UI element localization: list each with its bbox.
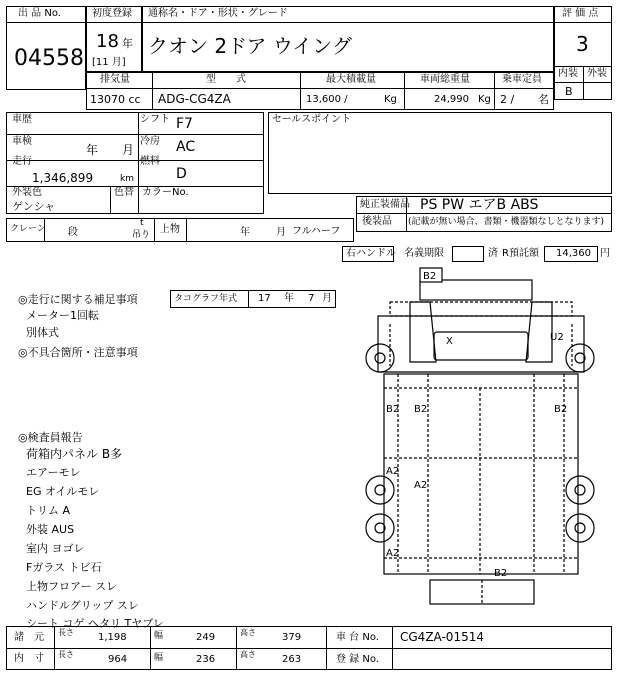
mileage-value: 1,346,899 — [32, 171, 94, 185]
dims-height: 379 — [282, 632, 302, 643]
inner-dims-label: 内 寸 — [14, 653, 44, 664]
supp-line-2: 別体式 — [26, 326, 59, 339]
body-year-unit: 年 — [240, 227, 250, 238]
inspector-line-9: ハンドルグリップ スレ — [26, 599, 139, 612]
gross-weight-label: 車両総重量 — [420, 74, 470, 85]
fuel-value: D — [176, 166, 187, 182]
aftermarket-label: 後装品 — [362, 216, 392, 227]
chassis-number: CG4ZA-01514 — [400, 630, 484, 644]
inspector-line-3: EG オイルモレ — [26, 485, 100, 498]
body-month-unit: 月 — [276, 227, 286, 238]
recycle-label: 済 — [488, 248, 498, 259]
shift-label: シフト — [140, 114, 170, 125]
lot-label: 出 品 No. — [18, 8, 61, 19]
inspector-line-6: 室内 ヨゴレ — [26, 542, 85, 555]
inspector-line-7: Fガラス トビ石 — [26, 561, 102, 574]
damage-diagram — [350, 262, 612, 622]
history-label: 車歴 — [12, 114, 32, 125]
name-label: 通称名・ドア・形状・グレード — [148, 8, 288, 19]
tacho-month: 7 — [308, 293, 315, 304]
defect-title: ◎不具合箇所・注意事項 — [18, 346, 138, 359]
inspector-title: ◎検査員報告 — [18, 431, 83, 444]
title-box — [452, 246, 484, 262]
capacity-label: 乗車定員 — [502, 74, 542, 85]
crane-ton-unit: 吊り — [132, 230, 151, 240]
length-label: 長さ — [58, 628, 74, 637]
supp-title: ◎走行に関する補足事項 — [18, 293, 138, 306]
tacho-year: 17 — [258, 293, 271, 304]
std-equipment-value: PS PW エアB ABS — [420, 197, 539, 213]
mark-right-front: B2 — [554, 404, 568, 415]
chassis-label: 車 台 No. — [336, 632, 379, 643]
crane-stage-unit: 段 — [68, 227, 78, 238]
mark-left-rear: A2 — [386, 548, 400, 559]
interior-grade-label: 内装 — [558, 68, 578, 79]
tacho-year-unit: 年 — [284, 293, 294, 304]
reg-label: 登 録 No. — [336, 654, 379, 665]
recycle-fee-unit: 円 — [600, 248, 610, 259]
color-value: ゲンシャ — [12, 200, 56, 213]
mark-left-front: B2 — [386, 404, 400, 415]
inspection-label: 車検 — [12, 136, 32, 147]
aftermarket-note: (記載が無い場合、書類・機器類なしとなります) — [408, 217, 605, 227]
shift-value: F7 — [176, 116, 193, 132]
mark-left-front-inner: B2 — [414, 404, 428, 415]
model-label: 型 式 — [206, 74, 246, 85]
body-type: フルハーフ — [292, 226, 341, 237]
color-label: 外装色 — [12, 187, 42, 198]
max-load-unit: Kg — [384, 94, 397, 105]
inspector-line-5: 外装 AUS — [26, 523, 75, 536]
title-label: 名義期限 — [404, 248, 444, 259]
mark-windshield: X — [446, 336, 453, 347]
model-value: ADG-CG4ZA — [158, 92, 231, 106]
steering-value: 右ハンドル — [346, 248, 396, 259]
lot-number: 04558 — [14, 46, 84, 71]
recycle-fee-value: 14,360 — [556, 248, 591, 259]
crane-ton: t — [140, 218, 144, 228]
inner-height: 263 — [282, 654, 302, 665]
supp-line-1: メーター1回転 — [26, 309, 99, 322]
grade-label: 評 価 点 — [562, 8, 599, 19]
width-label: 幅 — [154, 631, 164, 641]
first-reg-label: 初度登録 — [92, 8, 132, 19]
capacity-unit: 名 — [538, 93, 549, 106]
recycle-fee-label: R預託額 — [502, 248, 539, 259]
mark-left-mid: A2 — [386, 466, 400, 477]
inspection-year-unit: 年 — [86, 143, 99, 157]
first-reg-month: [11 月] — [92, 57, 126, 68]
ac-value: AC — [176, 139, 196, 155]
ac-label: 冷房 — [140, 136, 160, 147]
inspector-line-2: エアーモレ — [26, 466, 81, 479]
mileage-unit: km — [120, 174, 134, 184]
dims-length: 1,198 — [98, 632, 127, 643]
grade-value: 3 — [576, 32, 589, 56]
inspection-month-unit: 月 — [122, 143, 135, 157]
length-label-2: 長さ — [58, 650, 74, 659]
interior-grade: B — [565, 85, 573, 98]
inner-width: 236 — [196, 654, 216, 665]
inspector-line-8: 上物フロアー スレ — [26, 580, 118, 593]
mark-left-mid-inner: A2 — [414, 480, 428, 491]
sales-point-label: セールスポイント — [272, 114, 352, 125]
dims-width: 249 — [196, 632, 216, 643]
fuel-label: 燃料 — [140, 156, 160, 167]
max-load-label: 最大積載量 — [326, 74, 376, 85]
crane-label: クレーン — [10, 224, 46, 234]
details-left — [6, 112, 264, 214]
height-label-2: 高さ — [240, 650, 256, 659]
tacho-label: タコグラフ年式 — [174, 294, 238, 304]
displacement-value: 13070 cc — [90, 93, 141, 106]
first-reg-year: 18 — [96, 31, 119, 52]
displacement-label: 排気量 — [100, 74, 130, 85]
inspector-line-10: シート コゲ ヘタリ Tヤブレ — [26, 617, 164, 630]
body-label: 上物 — [160, 224, 180, 235]
height-label: 高さ — [240, 628, 256, 637]
exterior-grade-label: 外装 — [587, 68, 607, 79]
year-unit: 年 — [122, 37, 133, 50]
max-load-value: 13,600 / — [306, 94, 348, 105]
mark-right-cab: U2 — [550, 332, 564, 343]
mark-roof: B2 — [423, 271, 437, 282]
width-label-2: 幅 — [154, 653, 164, 663]
color-no-label: カラーNo. — [142, 187, 189, 198]
inspector-line-4: トリム A — [26, 504, 71, 517]
color-change-label: 色替 — [114, 187, 134, 198]
mileage-label: 走行 — [12, 156, 32, 167]
inspector-line-1: 荷箱内パネル B多 — [26, 447, 123, 461]
std-equipment-label: 純正装備品 — [360, 199, 410, 210]
tacho-month-unit: 月 — [322, 293, 332, 304]
car-name: クオン 2ドア ウイング — [148, 34, 352, 58]
mark-rear: B2 — [494, 568, 508, 579]
capacity-value: 2 / — [500, 93, 515, 106]
dims-label: 諸 元 — [14, 632, 44, 643]
inner-length: 964 — [108, 654, 128, 665]
gross-weight-unit: Kg — [478, 94, 491, 105]
gross-weight-value: 24,990 — [434, 94, 469, 105]
